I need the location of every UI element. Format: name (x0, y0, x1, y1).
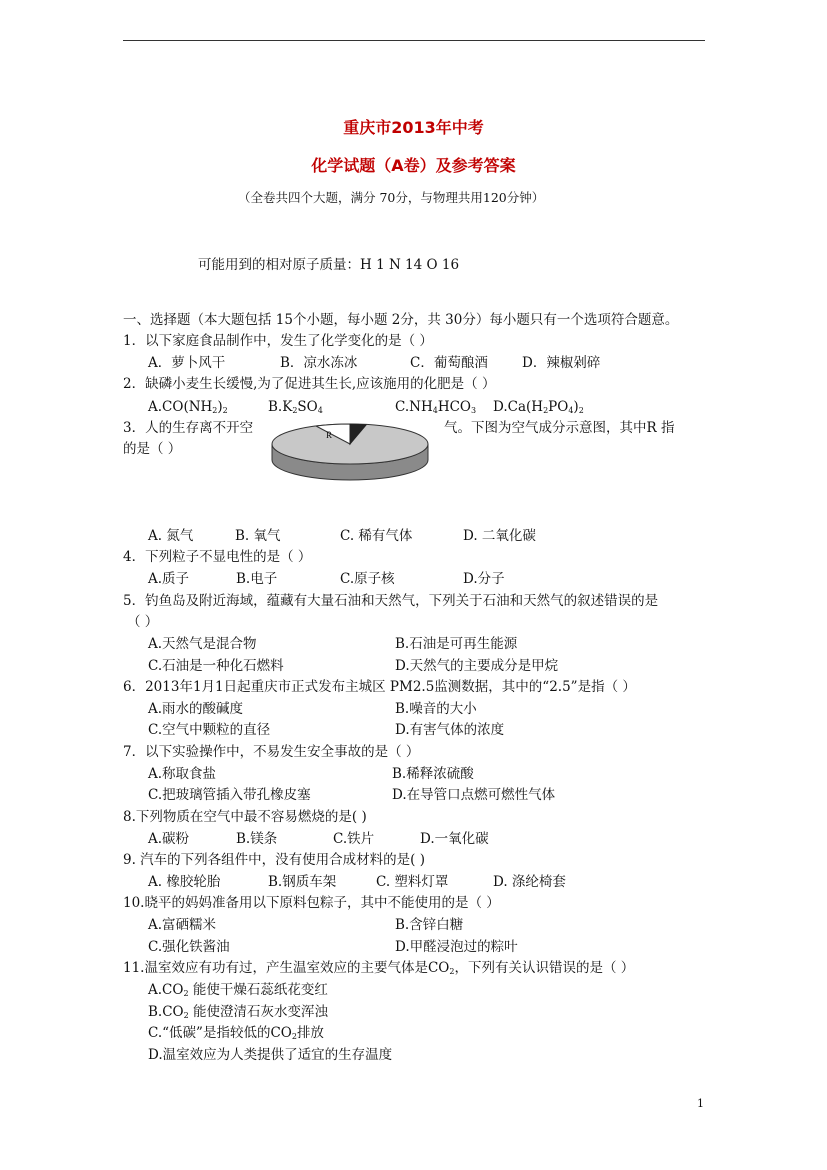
q3-stem-right: 气。下图为空气成分示意图，其中R 指 (444, 420, 675, 436)
q11-stem: 11.温室效应有功有过，产生温室效应的主要气体是$CO_2$，下列有关认识错误的是（ ） (123, 960, 635, 976)
q10-option-a: A.富硒糯米 (148, 917, 217, 933)
q4-option-b: B.电子 (236, 571, 278, 587)
q1-option-b: B．凉水冻冰 (280, 355, 358, 371)
q6-option-b: B.噪音的大小 (395, 701, 477, 717)
q5-option-b: B.石油是可再生能源 (395, 636, 518, 652)
section-heading: 一、选择题（本大题包括 15个小题，每小题 2分，共 30分）每小题只有一个选项符合题意。 (123, 312, 679, 328)
q6-option-c: C.空气中颗粒的直径 (148, 722, 271, 738)
q11-option-b: $B.CO_2$ 能使澄清石灰水变浑浊 (148, 1004, 328, 1020)
q5-option-a: A.天然气是混合物 (148, 636, 257, 652)
q6-option-d: D.有害气体的浓度 (395, 722, 505, 738)
q5-stem-line2: （ ） (127, 614, 159, 630)
q7-option-c: C.把玻璃管插入带孔橡皮塞 (148, 787, 311, 803)
q8-option-d: D.一氧化碳 (420, 831, 489, 847)
q7-option-b: B.稀释浓硫酸 (392, 766, 474, 782)
q7-stem: 7．以下实验操作中，不易发生安全事故的是（ ） (123, 744, 420, 760)
q11-option-a: $A.CO_2$ 能使干燥石蕊纸花变红 (148, 982, 328, 998)
q8-option-b: B.镁条 (236, 831, 278, 847)
q1-option-c: C．葡萄酿酒 (410, 355, 488, 371)
q8-stem: 8.下列物质在空气中最不容易燃烧的是( ) (123, 809, 367, 825)
q2-option-b: $B.K_2SO_4$ (268, 399, 323, 415)
q4-option-c: C.原子核 (340, 571, 395, 587)
q10-option-c: C.强化铁酱油 (148, 939, 230, 955)
q9-stem: 9. 汽车的下列各组件中，没有使用合成材料的是( ) (123, 852, 425, 868)
q7-option-d: D.在导管口点燃可燃性气体 (392, 787, 556, 803)
q5-option-c: C.石油是一种化石燃料 (148, 658, 284, 674)
q3-stem-line2: 的是（ ） (123, 441, 182, 457)
q6-option-a: A.雨水的酸碱度 (148, 701, 244, 717)
q9-option-c: C. 塑料灯罩 (376, 874, 449, 890)
q1-option-d: D．辣椒剁碎 (522, 355, 601, 371)
page-subtitle-title: 化学试题（A卷）及参考答案 (311, 156, 516, 175)
page-number: 1 (697, 1097, 704, 1110)
q11-option-d: D.温室效应为人类提供了适宜的生存温度 (148, 1047, 393, 1063)
q5-option-d: D.天然气的主要成分是甲烷 (395, 658, 559, 674)
air-composition-pie-chart (268, 420, 433, 482)
q2-option-c: $C.NH_4HCO_3$ (395, 399, 477, 415)
pie-label-r: R (326, 430, 333, 440)
q3-stem-left: 3．人的生存离不开空 (123, 420, 254, 436)
q4-stem: 4．下列粒子不显电性的是（ ） (123, 549, 312, 565)
q7-option-a: A.称取食盐 (148, 766, 217, 782)
q1-stem: 1．以下家庭食品制作中，发生了化学变化的是（ ） (123, 333, 433, 349)
header-rule (123, 40, 705, 41)
q3-option-b: B. 氧气 (235, 528, 281, 544)
q6-stem: 6．2013年1月1日起重庆市正式发布主城区 PM2.5监测数据，其中的“2.5”是指（ ） (123, 679, 636, 695)
exam-info: （全卷共四个大题，满分 70分，与物理共用120分钟） (238, 190, 545, 205)
q5-stem: 5．钓鱼岛及附近海域，蕴藏有大量石油和天然气，下列关于石油和天然气的叙述错误的是 (123, 593, 659, 609)
atomic-mass-note: 可能用到的相对原子质量：H 1 N 14 O 16 (198, 257, 460, 273)
q1-option-a: A．萝卜风干 (148, 355, 226, 371)
q9-option-d: D. 涤纶椅套 (493, 874, 566, 890)
q3-option-a: A. 氮气 (148, 528, 194, 544)
q4-option-a: A.质子 (148, 571, 190, 587)
q3-option-d: D. 二氧化碳 (463, 528, 536, 544)
q10-option-b: B.含锌白糖 (395, 917, 464, 933)
q10-stem: 10.晓平的妈妈准备用以下原料包粽子，其中不能使用的是（ ） (123, 895, 500, 911)
q2-option-a: $A.CO(NH_2)_2$ (148, 399, 228, 415)
q4-option-d: D.分子 (463, 571, 505, 587)
q8-option-a: A.碳粉 (148, 831, 190, 847)
q9-option-a: A. 橡胶轮胎 (148, 874, 221, 890)
q2-stem: 2．缺磷小麦生长缓慢,为了促进其生长,应该施用的化肥是（ ） (123, 376, 496, 392)
q11-option-c: C.“低碳”是指较低的$CO_2$排放 (148, 1025, 324, 1041)
q10-option-d: D.甲醛浸泡过的粽叶 (395, 939, 518, 955)
page-title: 重庆市2013年中考 (343, 118, 484, 137)
q3-option-c: C. 稀有气体 (340, 528, 413, 544)
q8-option-c: C.铁片 (333, 831, 375, 847)
q9-option-b: B.钢质车架 (268, 874, 337, 890)
q2-option-d: $D.Ca(H_2PO_4)_2$ (493, 399, 584, 415)
